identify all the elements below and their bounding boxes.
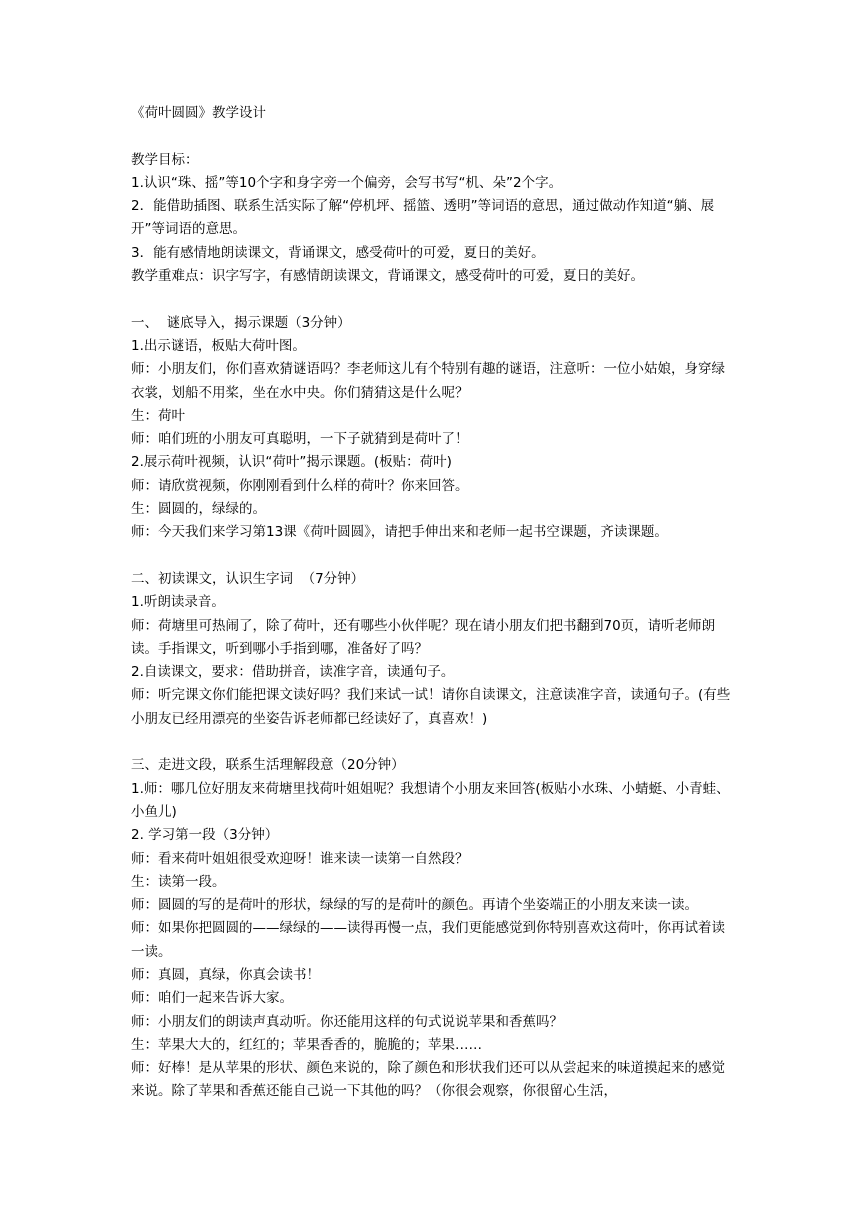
paragraph: 生：读第一段。 — [131, 873, 226, 890]
paragraph: 师：咱们班的小朋友可真聪明，一下子就猜到是荷叶了！ — [131, 431, 469, 448]
blank-line — [131, 125, 737, 148]
paragraph: 师：小朋友们的朗读声真动听。你还能用这样的句式说说苹果和香蕉吗？ — [131, 1013, 563, 1030]
paragraph: 师：小朋友们，你们喜欢猜谜语吗？李老师这儿有个特别有趣的谜语，注意听：一位小姑娘，身穿绿衣裳，划船不用桨，坐在水中央。你们猜猜这是什么呢？ — [131, 361, 725, 401]
key-points: 教学重难点：识字写字，有感情朗读课文，背诵课文，感受荷叶的可爱，夏日的美好。 — [131, 268, 644, 285]
paragraph: 师：今天我们来学习第13课《荷叶圆圆》，请把手伸出来和老师一起书空课题，齐读课题。 — [131, 524, 668, 541]
paragraph: 师：好棒！是从苹果的形状、颜色来说的，除了颜色和形状我们还可以从尝起来的味道摸起来的感觉来说。除了苹果和香蕉还能自己说一下其他的吗？（你很会观察，你很留心生活， — [131, 1060, 725, 1100]
section-1-heading: 一、 谜底导入，揭示课题（3分钟） — [131, 314, 351, 331]
paragraph: 生：圆圆的，绿绿的。 — [131, 501, 266, 518]
paragraph: 师：请欣赏视频，你刚刚看到什么样的荷叶？你来回答。 — [131, 477, 469, 494]
paragraph: 师：荷塘里可热闹了，除了荷叶，还有哪些小伙伴呢？现在请小朋友们把书翻到70页，请听老师朗读。手指课文，听到哪小手指到哪，准备好了吗？ — [131, 617, 716, 657]
paragraph: 师：听完课文你们能把课文读好吗？我们来试一试！请你自读课文，注意读准字音，读通句子。(有些小朋友已经用漂亮的坐姿告诉老师都已经读好了，真喜欢！) — [131, 687, 731, 727]
objective-2: 2．能借助插图、联系生活实际了解“停机坪、摇篮、透明”等词语的意思，通过做动作知道“躺、展开”等词语的意思。 — [131, 198, 715, 238]
paragraph: 师：如果你把圆圆的——绿绿的——读得再慢一点，我们更能感觉到你特别喜欢这荷叶，你再试着读一读。 — [131, 920, 725, 960]
paragraph: 1.师：哪几位好朋友来荷塘里找荷叶姐姐呢？我想请个小朋友来回答(板贴小水珠、小蜻蜓、小青蛙、小鱼儿) — [131, 780, 730, 820]
paragraph: 2.展示荷叶视频，认识“荷叶”揭示课题。(板贴：荷叶) — [131, 454, 452, 471]
paragraph: 1.听朗读录音。 — [131, 594, 225, 611]
section-2-heading: 二、初读课文，认识生字词 （7分钟） — [131, 570, 365, 587]
blank-line — [131, 288, 737, 311]
objective-3: 3．能有感情地朗读课文，背诵课文，感受荷叶的可爱，夏日的美好。 — [131, 244, 545, 261]
paragraph: 2.自读课文，要求：借助拼音，读准字音，读通句子。 — [131, 664, 455, 681]
objective-1: 1.认识“珠、摇”等10个字和身字旁一个偏旁，会写书写“机、朵”2个字。 — [131, 174, 563, 191]
blank-line — [131, 545, 737, 568]
paragraph: 生：荷叶 — [131, 407, 185, 424]
blank-line — [131, 731, 737, 754]
paragraph: 师：真圆，真绿，你真会读书！ — [131, 966, 320, 983]
paragraph: 师：圆圆的写的是荷叶的形状，绿绿的写的是荷叶的颜色。再请个坐姿端正的小朋友来读一读。 — [131, 897, 698, 914]
paragraph: 1.出示谜语，板贴大荷叶图。 — [131, 337, 306, 354]
paragraph: 师：咱们一起来告诉大家。 — [131, 990, 293, 1007]
paragraph: 生：苹果大大的，红红的；苹果香香的，脆脆的；苹果…… — [131, 1036, 482, 1053]
document-title: 《荷叶圆圆》教学设计 — [131, 105, 266, 121]
paragraph: 师：看来荷叶姐姐很受欢迎呀！谁来读一读第一自然段？ — [131, 850, 469, 867]
section-3-heading: 三、走进文段，联系生活理解段意（20分钟） — [131, 757, 405, 774]
objectives-heading: 教学目标： — [131, 151, 199, 168]
paragraph: 2. 学习第一段（3分钟） — [131, 827, 279, 844]
document-body — [131, 102, 737, 1104]
